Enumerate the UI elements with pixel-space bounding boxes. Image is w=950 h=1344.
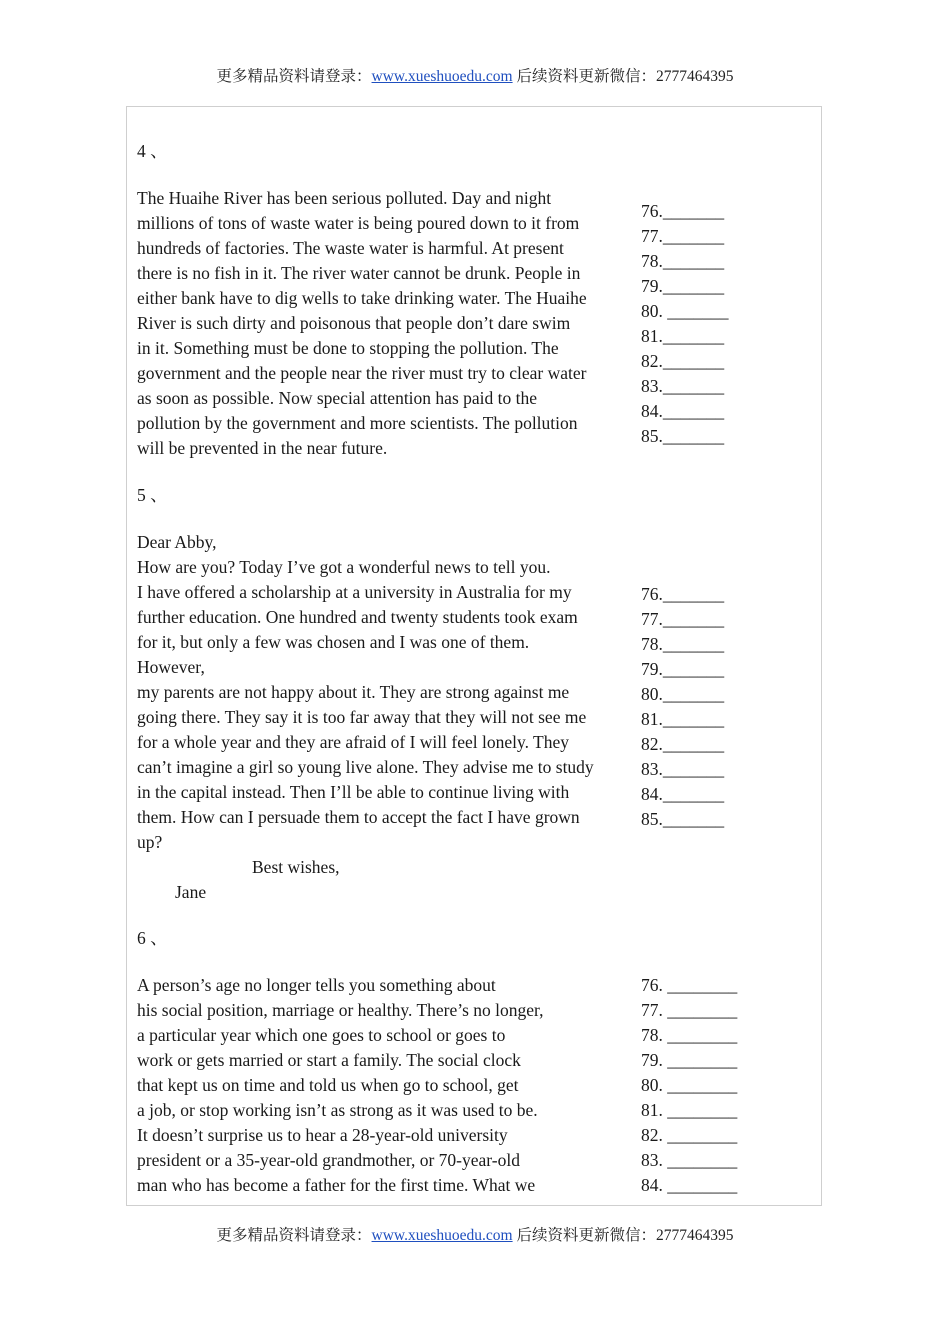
answer-blank: 81._______ — [641, 326, 725, 346]
answer-blank: 80. ________ — [641, 1075, 738, 1095]
passage-section-6 — [137, 973, 544, 1198]
passage-line: as soon as possible. Now special attention has paid to the — [137, 388, 537, 408]
passage-line: for it, but only a few was chosen and I was one of them. — [137, 632, 530, 652]
passage-line: can’t imagine a girl so young live alone. They advise me to study — [137, 757, 594, 777]
passage-line: further education. One hundred and twenty students took exam — [137, 607, 578, 627]
passage-line: in the capital instead. Then I’ll be able to continue living with — [137, 782, 570, 802]
passage-line: going there. They say it is too far away that they will not see me — [137, 707, 587, 727]
passage-line: However, — [137, 657, 205, 677]
passage-section-4 — [137, 186, 587, 461]
passage-line: River is such dirty and poisonous that people don’t dare swim — [137, 313, 571, 333]
answer-blank: 78._______ — [641, 251, 725, 271]
passage-line: pollution by the government and more scientists. The pollution — [137, 413, 578, 433]
footer-link[interactable]: www.xueshuoedu.com — [371, 1227, 513, 1244]
answer-blank: 78. ________ — [641, 1025, 738, 1045]
answer-blank: 77._______ — [641, 226, 725, 246]
passage-line: that kept us on time and told us when go to school, get — [137, 1075, 519, 1095]
passage-line: A person’s age no longer tells you something about — [137, 975, 496, 995]
answer-blank: 84. ________ — [641, 1175, 738, 1195]
passage-line: work or gets married or start a family. The social clock — [137, 1050, 521, 1070]
passage-line: up? — [137, 832, 163, 852]
answer-blank: 84._______ — [641, 784, 725, 804]
answer-column-section-6 — [641, 973, 737, 1198]
letter-salutation: Dear Abby, — [137, 532, 217, 552]
answer-blank: 79._______ — [641, 659, 725, 679]
letter-signature: Jane — [175, 882, 207, 902]
page-footer — [0, 1226, 950, 1246]
passage-line: How are you? Today I’ve got a wonderful news to tell you. — [137, 557, 551, 577]
passage-line: president or a 35-year-old grandmother, or 70-year-old — [137, 1150, 520, 1170]
passage-line: man who has become a father for the first time. What we — [137, 1175, 536, 1195]
section-title: 4 、 — [137, 141, 168, 161]
page-header — [0, 67, 950, 87]
passage-section-5 — [137, 530, 594, 905]
passage-line: hundreds of factories. The waste water is harmful. At present — [137, 238, 564, 258]
answer-blank: 79._______ — [641, 276, 725, 296]
letter-closing: Best wishes, — [252, 857, 340, 877]
answer-column-section-5 — [641, 582, 724, 832]
header-suffix: 后续资料更新微信：2777464395 — [512, 68, 734, 85]
passage-line: for a whole year and they are afraid of I will feel lonely. They — [137, 732, 569, 752]
passage-line: either bank have to dig wells to take drinking water. The Huaihe — [137, 288, 587, 308]
passage-line: millions of tons of waste water is being poured down to it from — [137, 213, 580, 233]
answer-blank: 85._______ — [641, 809, 725, 829]
footer-prefix: 更多精品资料请登录： — [216, 1227, 372, 1244]
answer-blank: 81. ________ — [641, 1100, 738, 1120]
section-title: 6 、 — [137, 928, 168, 948]
answer-blank: 81._______ — [641, 709, 725, 729]
answer-blank: 80. _______ — [641, 301, 729, 321]
passage-line: his social position, marriage or healthy. There’s no longer, — [137, 1000, 544, 1020]
answer-column-section-4 — [641, 199, 729, 449]
answer-blank: 84._______ — [641, 401, 725, 421]
section-title: 5 、 — [137, 485, 168, 505]
passage-line: my parents are not happy about it. They are strong against me — [137, 682, 570, 702]
passage-line: I have offered a scholarship at a university in Australia for my — [137, 582, 572, 602]
passage-line: in it. Something must be done to stopping the pollution. The — [137, 338, 559, 358]
answer-blank: 76._______ — [641, 584, 725, 604]
answer-blank: 77. ________ — [641, 1000, 738, 1020]
answer-blank: 83._______ — [641, 759, 725, 779]
answer-blank: 85._______ — [641, 426, 725, 446]
answer-blank: 77._______ — [641, 609, 725, 629]
answer-blank: 79. ________ — [641, 1050, 738, 1070]
footer-suffix: 后续资料更新微信：2777464395 — [512, 1227, 734, 1244]
passage-line: government and the people near the river must try to clear water — [137, 363, 587, 383]
passage-line: them. How can I persuade them to accept the fact I have grown — [137, 807, 580, 827]
passage-line: a particular year which one goes to school or goes to — [137, 1025, 506, 1045]
answer-blank: 78._______ — [641, 634, 725, 654]
answer-blank: 82._______ — [641, 351, 725, 371]
answer-blank: 83. ________ — [641, 1150, 738, 1170]
header-prefix: 更多精品资料请登录： — [216, 68, 372, 85]
answer-blank: 83._______ — [641, 376, 725, 396]
passage-line: will be prevented in the near future. — [137, 438, 388, 458]
passage-line: there is no fish in it. The river water cannot be drunk. People in — [137, 263, 581, 283]
answer-blank: 82. ________ — [641, 1125, 738, 1145]
answer-blank: 76._______ — [641, 201, 725, 221]
answer-blank: 82._______ — [641, 734, 725, 754]
passage-line: The Huaihe River has been serious polluted. Day and night — [137, 188, 552, 208]
header-link[interactable]: www.xueshuoedu.com — [371, 68, 513, 85]
answer-blank: 80._______ — [641, 684, 725, 704]
passage-line: a job, or stop working isn’t as strong as it was used to be. — [137, 1100, 538, 1120]
passage-line: It doesn’t surprise us to hear a 28-year-old university — [137, 1125, 508, 1145]
answer-blank: 76. ________ — [641, 975, 738, 995]
